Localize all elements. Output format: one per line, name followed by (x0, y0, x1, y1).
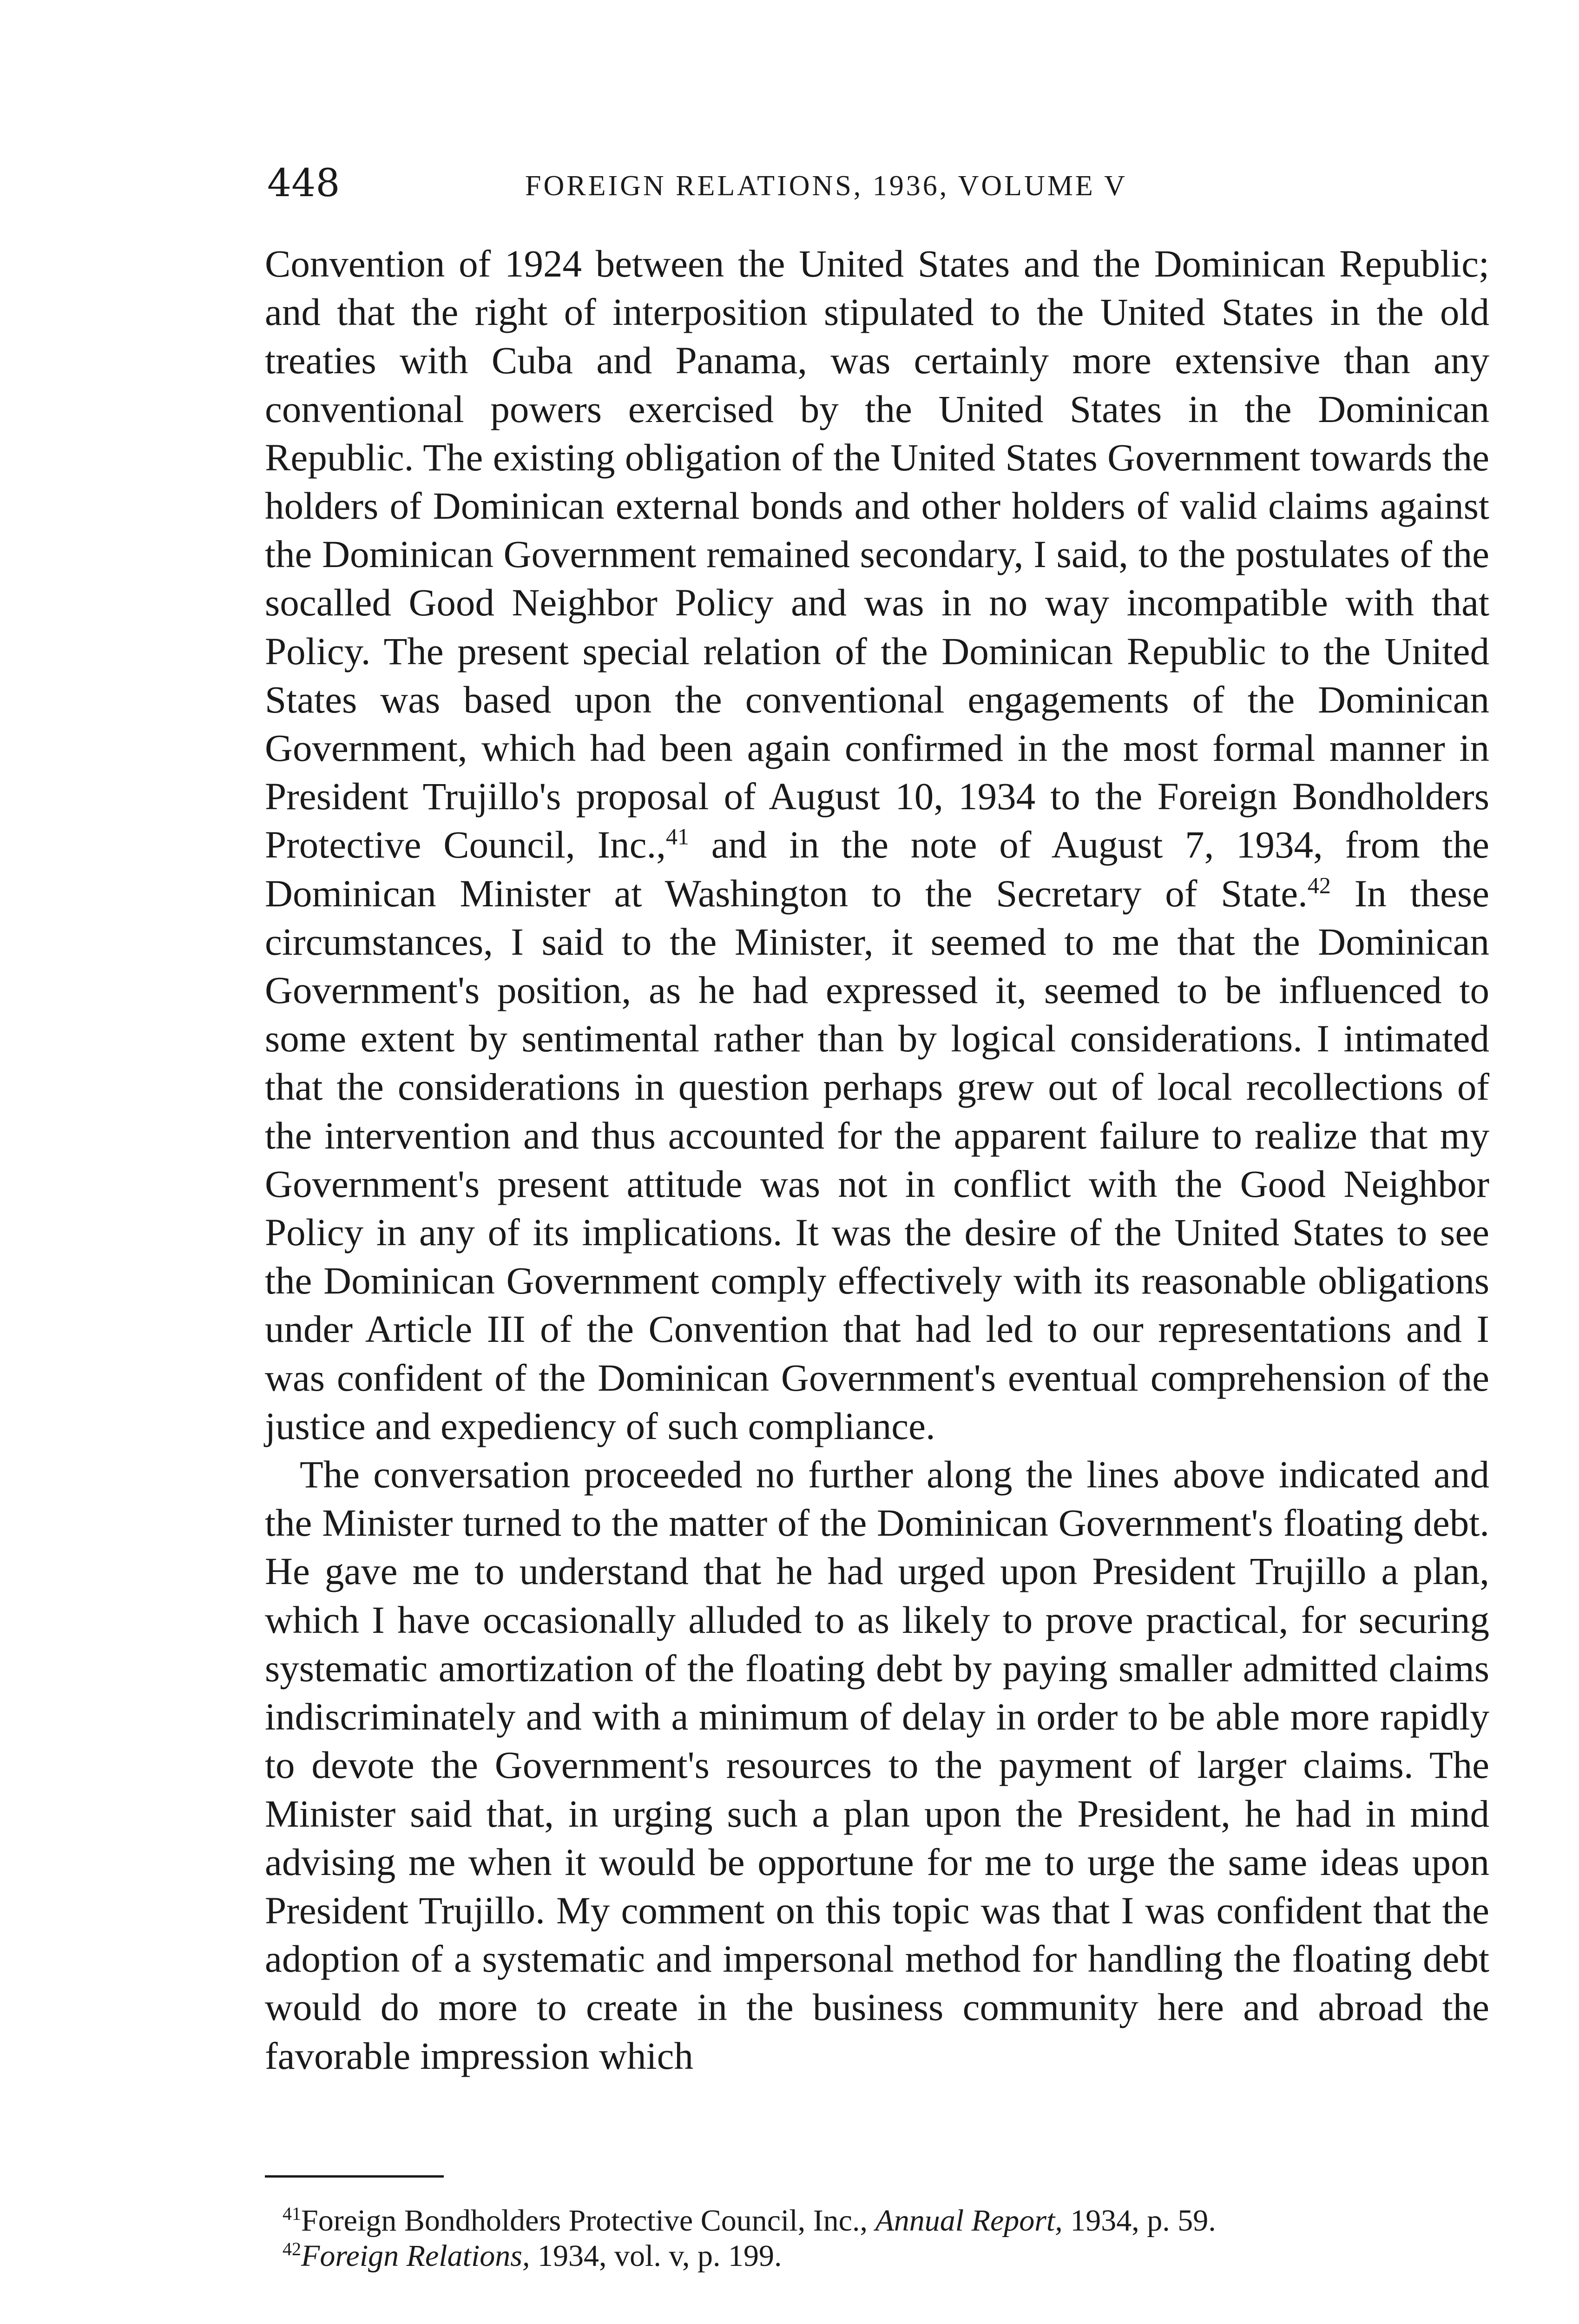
footnote-mark: 41 (283, 2203, 301, 2224)
footnote-mark: 42 (283, 2238, 301, 2259)
running-head: FOREIGN RELATIONS, 1936, VOLUME V (525, 170, 1127, 202)
paragraph-1-part-2: and in the note of August 7, 1934, from the Dominican Minister at Washington to the Secretary of State. (265, 823, 1489, 915)
footnotes (283, 2203, 1491, 2274)
paragraph-2: The conversation proceeded no further along the lines above indicated and the Minister turned to the matter of the Dominican Government's floating debt. He gave me to understand that he had urged upon President Trujillo a plan, which I have occasionally alluded to as likely to prove practical, for securing systematic amortization of the floating debt by paying smaller admitted claims indiscriminately and with a minimum of delay in order to be able more rapidly to devote the Government's resources to the payment of larger claims. The Minister said that, in urging such a plan upon the President, he had in mind advising me when it would be opportune for me to urge the same ideas upon President Trujillo. My comment on this topic was that I was confident that the adoption of a systematic and impersonal method for handling the floating debt would do more to create in the business community here and abroad the favorable impression which (265, 1453, 1489, 2077)
footnote-citation: 1934, vol. v, p. 199. (530, 2239, 782, 2273)
footnote-ref-42: 42 (1307, 872, 1331, 898)
paragraph-1-part-3: In these circumstances, I said to the Minister, it seemed to me that the Dominican Government's position, as he had expressed it, seemed to be influenced to some extent by sentimental rather than by logical considerations. I intimated that the considerations in question perhaps grew out of local recollections of the intervention and thus accounted for the apparent failure to realize that my Government's present attitude was not in conflict with the Good Neighbor Policy in any of its implications. It was the desire of the United States to see the Dominican Government comply effectively with its reasonable obligations under Article III of the Convention that had led to our representations and I was confident of the Dominican Government's eventual comprehension of the justice and expediency of such compliance. (265, 872, 1490, 1447)
footnote-citation: 1934, p. 59. (1062, 2204, 1216, 2238)
paragraph-1 (265, 239, 1489, 1450)
footnote-42 (283, 2238, 1491, 2274)
page-number: 448 (267, 161, 340, 205)
footnote-title: Annual Report, (875, 2204, 1063, 2238)
footnote-title: Foreign Relations, (301, 2239, 530, 2273)
footnote-text: Foreign Bondholders Protective Council, Inc., (301, 2204, 875, 2238)
footnote-rule (265, 2175, 444, 2178)
footnote-41 (283, 2203, 1491, 2238)
body-text (265, 239, 1489, 2080)
footnote-ref-41: 41 (666, 823, 689, 850)
paragraph-1-part-1: Convention of 1924 between the United States and the Dominican Republic; and that the right of interposition stipulated to the United States in the old treaties with Cuba and Panama, was certainly more extensive than any conventional powers exercised by the United States in the Dominican Republic. The existing obligation of the United States Government towards the holders of Dominican external bonds and other holders of valid claims against the Dominican Government remained secondary, I said, to the postulates of the socalled Good Neighbor Policy and was in no way incompatible with that Policy. The present special relation of the Dominican Republic to the United States was based upon the conventional engagements of the Dominican Government, which had been again confirmed in the most formal manner in President Trujillo's proposal of August 10, 1934 to the Foreign Bondholders Protective Council, Inc., (265, 242, 1489, 866)
page-header (267, 158, 1503, 209)
